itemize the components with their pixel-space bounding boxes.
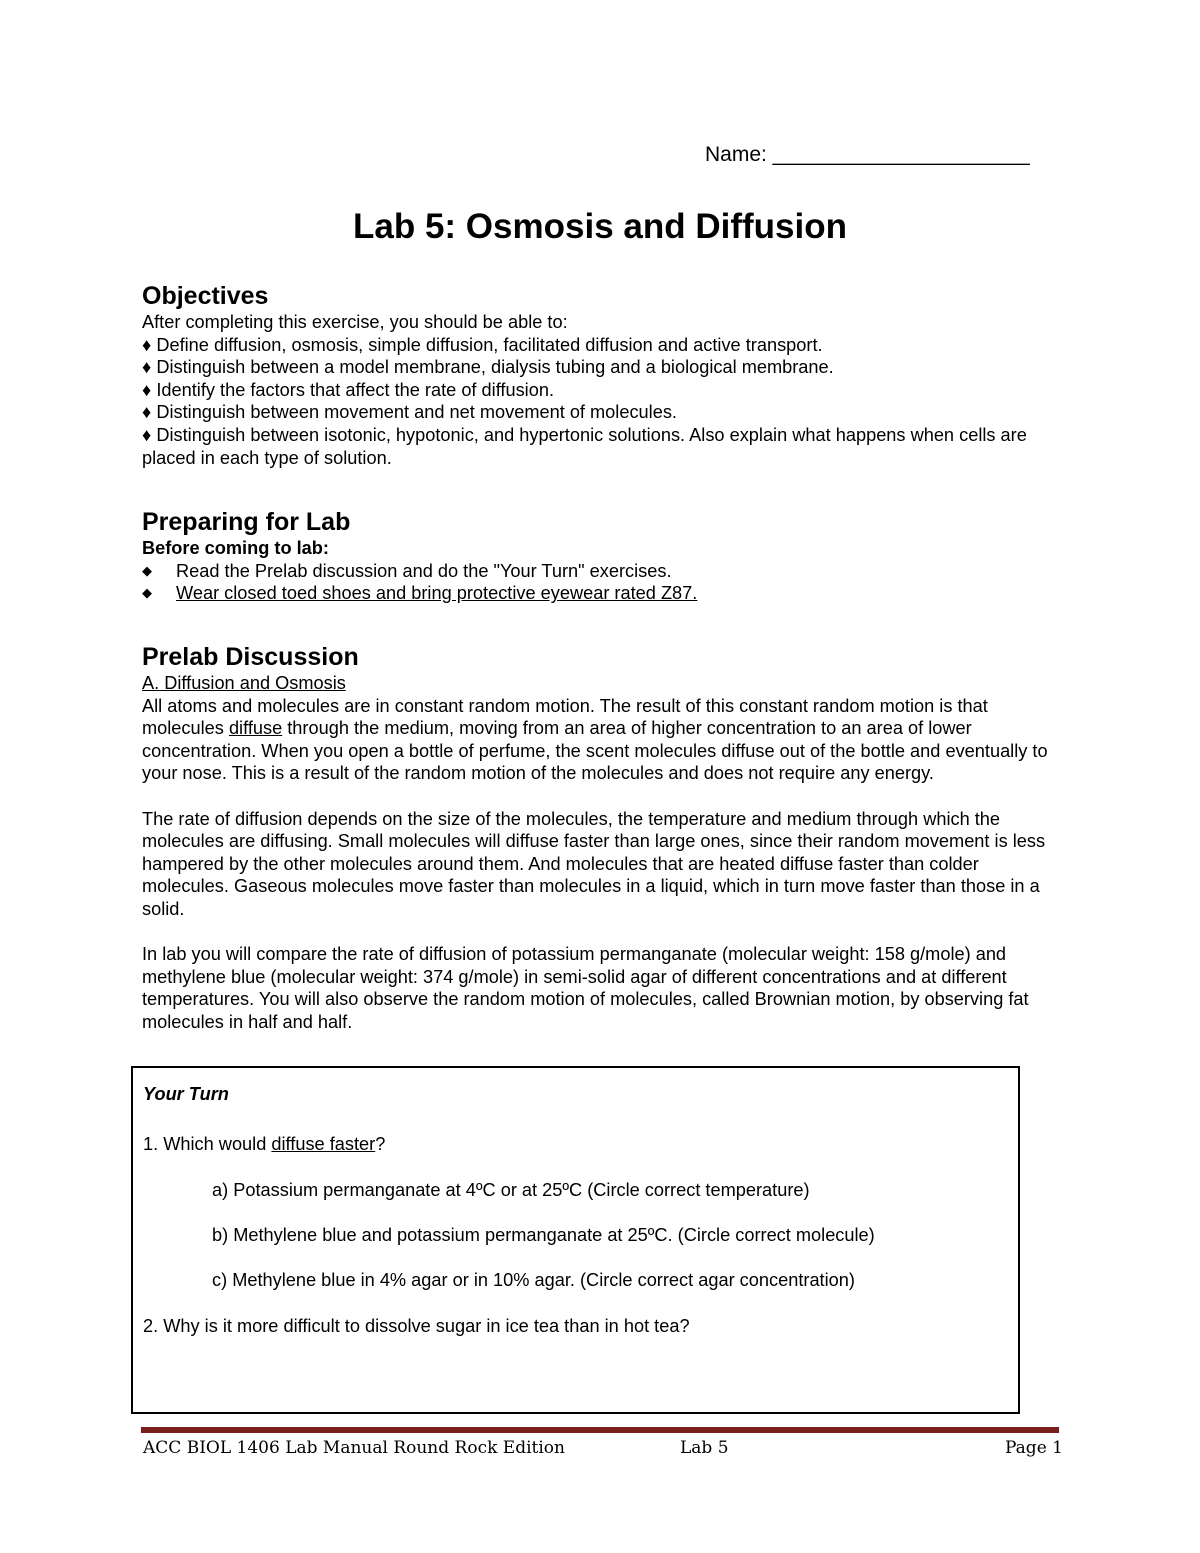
question-1: 1. Which would diffuse faster? [143,1134,386,1154]
question-1b: b) Methylene blue and potassium permanganate at 25ºC. (Circle correct molecule) [212,1225,875,1245]
prelab-section [142,642,1057,1034]
footer-rule [141,1427,1059,1433]
objective-item: ♦ Distinguish between a model membrane, dialysis tubing and a biological membrane. [142,357,834,378]
preparing-item-text: Read the Prelab discussion and do the "Your Turn" exercises. [176,560,672,581]
preparing-item [142,582,1062,605]
preparing-subheading: Before coming to lab: [142,538,329,558]
question-2: 2. Why is it more difficult to dissolve sugar in ice tea than in hot tea? [143,1316,690,1336]
preparing-item-text: Wear closed toed shoes and bring protective eyewear rated Z87. [176,583,698,604]
section-a-heading: A. Diffusion and Osmosis [142,673,346,693]
objectives-section [142,281,1062,469]
objective-item: ♦ Identify the factors that affect the rate of diffusion. [142,379,555,400]
preparing-section [142,507,1062,605]
objective-item: ♦ Distinguish between isotonic, hypotonic, and hypertonic solutions. Also explain what happens when cells are placed in each type of solution. [142,424,1027,468]
objective-item: ♦ Distinguish between movement and net movement of molecules. [142,402,677,423]
question-1c: c) Methylene blue in 4% agar or in 10% agar. (Circle correct agar concentration) [212,1270,855,1290]
objectives-intro: After completing this exercise, you should be able to: [142,312,568,332]
prelab-paragraph-3: In lab you will compare the rate of diffusion of potassium permanganate (molecular weight: 158 g/mole) and methylene blue (molecular weight: 374 g/mole) in semi-solid agar of different concentrations and at different temperatures. You will also observe the random motion of molecules, called Brownian motion, by observing fat molecules in half and half. [142,944,1029,1032]
question-1a: a) Potassium permanganate at 4ºC or at 25ºC (Circle correct temperature) [212,1180,810,1200]
prelab-paragraph-2: The rate of diffusion depends on the size of the molecules, the temperature and medium through which the molecules are diffusing. Small molecules will diffuse faster than large ones, since their random movement is less hampered by the other molecules around them. And molecules that are heated diffuse faster than colder molecules. Gaseous molecules move faster than molecules in a liquid, which in turn move faster than those in a solid. [142,808,1046,919]
footer-left: ACC BIOL 1406 Lab Manual Round Rock Edition [143,1438,565,1458]
footer-page-number: Page 1 [1005,1438,1063,1458]
diamond-bullet-icon: ◆ [142,585,152,601]
footer-center: Lab 5 [680,1438,729,1458]
objectives-heading: Objectives [142,282,269,310]
objective-item: ♦ Define diffusion, osmosis, simple diffusion, facilitated diffusion and active transport. [142,334,823,355]
page-title: Lab 5: Osmosis and Diffusion [353,207,847,246]
your-turn-box [131,1066,1020,1414]
prelab-heading: Prelab Discussion [142,643,359,671]
name-field-line: Name: ______________________ [705,143,1030,166]
your-turn-title: Your Turn [143,1084,229,1104]
preparing-heading: Preparing for Lab [142,508,351,536]
preparing-item [142,560,1062,583]
prelab-paragraph-1: All atoms and molecules are in constant random motion. The result of this constant random motion is that molecules diffuse through the medium, moving from an area of higher concentration to an area of lower concentration. When you open a bottle of perfume, the scent molecules diffuse out of the bottle and eventually to your nose. This is a result of the random motion of the molecules and does not require any energy. [142,695,1048,784]
diamond-bullet-icon: ◆ [142,562,152,578]
